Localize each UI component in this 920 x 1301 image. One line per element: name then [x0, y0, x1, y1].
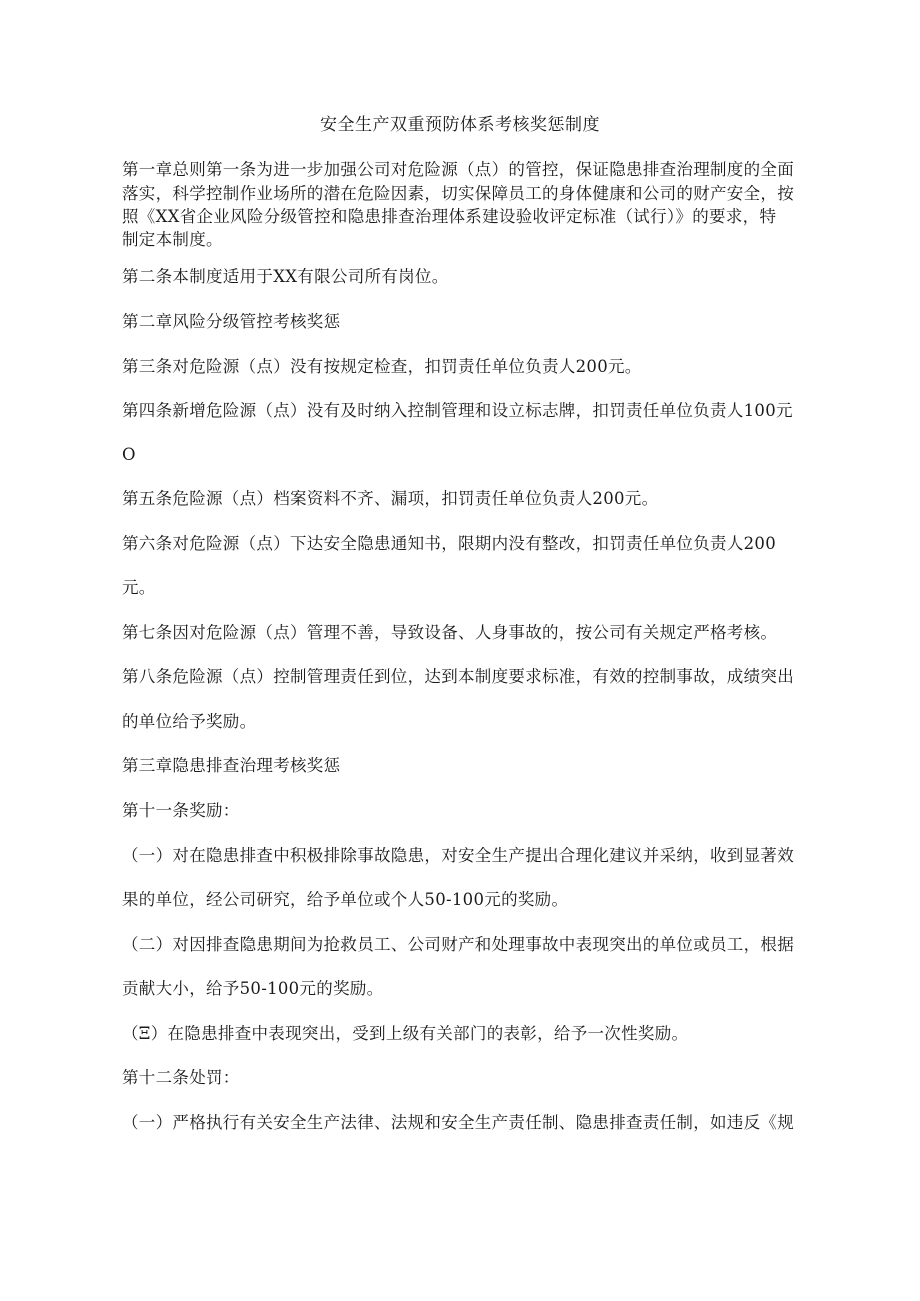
paragraph-line: 落实，科学控制作业场所的潜在危险因素，切实保障员工的身体健康和公司的财产安全，按 — [122, 184, 794, 203]
paragraph-line: 第八条危险源（点）控制管理责任到位，达到本制度要求标准，有效的控制事故，成绩突出 — [122, 667, 794, 686]
paragraph-line: 第六条对危险源（点）下达安全隐患通知书，限期内没有整改，扣罚责任单位负责人200 — [122, 534, 776, 553]
paragraph-line: 第四条新增危险源（点）没有及时纳入控制管理和设立标志牌，扣罚责任单位负责人100元 — [122, 401, 793, 420]
paragraph-line: （Ξ）在隐患排查中表现突出，受到上级有关部门的表彰，给予一次性奖励。 — [122, 1024, 689, 1043]
paragraph-line: 第五条危险源（点）档案资料不齐、漏项，扣罚责任单位负责人200元。 — [122, 489, 659, 508]
paragraph-line: O — [122, 445, 136, 464]
paragraph-line: （一）对在隐患排查中积极排除事故隐患，对安全生产提出合理化建议并采纳，收到显著效 — [122, 846, 794, 865]
paragraph-line: 第一章总则第一条为进一步加强公司对危险源（点）的管控，保证隐患排查治理制度的全面 — [122, 160, 794, 179]
paragraph-line: 贡献大小，给予50-100元的奖励。 — [122, 979, 384, 998]
paragraph-line: （一）严格执行有关安全生产法律、法规和安全生产责任制、隐患排查责任制，如违反《规 — [122, 1113, 794, 1132]
document-title: 安全生产双重预防体系考核奖惩制度 — [320, 115, 600, 135]
paragraph-line: 制定本制度。 — [122, 230, 223, 249]
chapter-heading: 第三章隐患排查治理考核奖惩 — [122, 756, 341, 775]
paragraph-line: 第七条因对危险源（点）管理不善，导致设备、人身事故的，按公司有关规定严格考核。 — [122, 623, 778, 642]
paragraph-line: 第十二条处罚： — [122, 1068, 240, 1087]
paragraph-line: （二）对因排查隐患期间为抢救员工、公司财产和处理事故中表现突出的单位或员工，根据 — [122, 935, 794, 954]
paragraph-line: 第十一条奖励： — [122, 801, 240, 820]
paragraph-line: 元。 — [122, 578, 156, 597]
paragraph-line: 第二条本制度适用于XX有限公司所有岗位。 — [122, 267, 449, 286]
paragraph-line: 第三条对危险源（点）没有按规定检查，扣罚责任单位负责人200元。 — [122, 357, 642, 376]
paragraph-line: 照《XX省企业风险分级管控和隐患排查治理体系建设验收评定标准（试行）》的要求，特 — [122, 207, 777, 226]
chapter-heading: 第二章风险分级管控考核奖惩 — [122, 312, 341, 331]
paragraph-line: 果的单位，经公司研究，给予单位或个人50-100元的奖励。 — [122, 890, 569, 909]
paragraph-line: 的单位给予奖励。 — [122, 712, 257, 731]
